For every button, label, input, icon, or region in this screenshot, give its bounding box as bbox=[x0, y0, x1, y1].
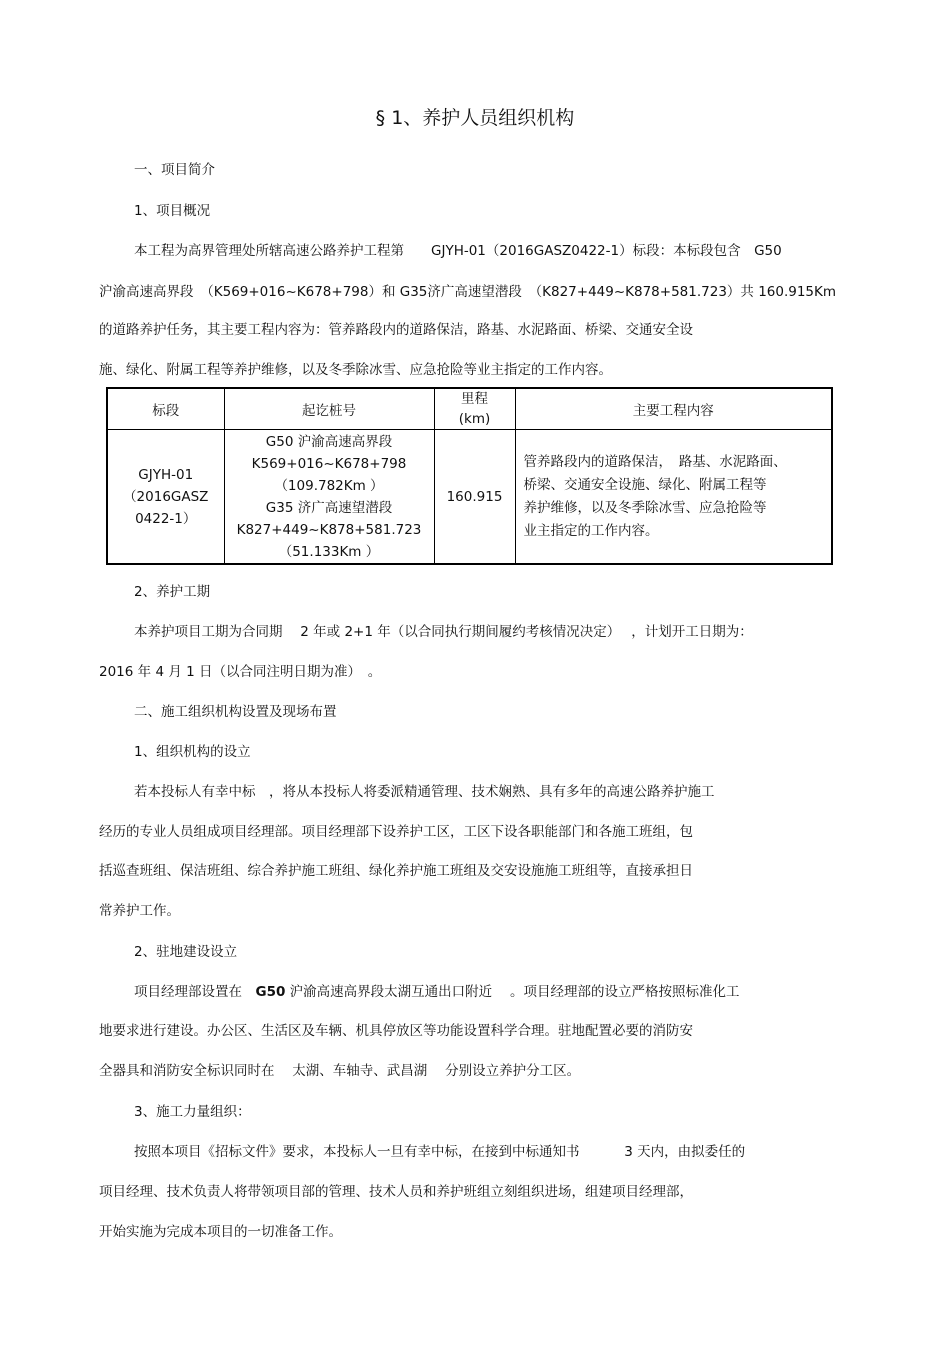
subheading-workforce: 3、施工力量组织： bbox=[134, 1104, 251, 1120]
station-line-3: 全器具和消防安全标识同时在 太湖、车轴寺、武昌湖 分别设立养护分工区。 bbox=[99, 1063, 581, 1079]
cell-stake: G50 沪渝高速高界段 K569+016~K678+798 （109.782Km ） G35 济广高速望潜段 K827+449~K878+581.723 （51.133Km ） bbox=[224, 430, 434, 565]
header-content: 主要工程内容 bbox=[515, 388, 832, 430]
table-row bbox=[107, 430, 832, 565]
cell-content: 管养路段内的道路保洁， 路基、水泥路面、 桥梁、交通安全设施、绿化、附属工程等 养护维修，以及冬季除冰雪、应急抢险等 业主指定的工作内容。 bbox=[515, 430, 832, 565]
header-mileage: 里程 (km) bbox=[434, 388, 515, 430]
period-line-1: 本养护项目工期为合同期 2 年或 2+1 年（以合同执行期间履约考核情况决定） ，计划开工日期为： bbox=[134, 624, 753, 640]
cell-mileage: 160.915 bbox=[434, 430, 515, 565]
subheading-overview: 1、项目概况 bbox=[134, 203, 211, 219]
header-section: 标段 bbox=[107, 388, 224, 430]
header-stake: 起讫桩号 bbox=[224, 388, 434, 430]
workforce-line-3: 开始实施为完成本项目的一切准备工作。 bbox=[99, 1224, 342, 1240]
subheading-station: 2、驻地建设设立 bbox=[134, 944, 238, 960]
overview-line-3: 的道路养护任务，其主要工程内容为：管养路段内的道路保洁，路基、水泥路面、桥梁、交通安全设 bbox=[99, 322, 693, 338]
subheading-organization: 1、组织机构的设立 bbox=[134, 744, 251, 760]
subheading-period: 2、养护工期 bbox=[134, 584, 211, 600]
organization-line-4: 常养护工作。 bbox=[99, 903, 180, 919]
section-heading-1: 一、项目简介 bbox=[134, 162, 215, 178]
organization-line-2: 经历的专业人员组成项目经理部。项目经理部下设养护工区，工区下设各职能部门和各施工班组，包 bbox=[99, 824, 693, 840]
station-line-1: 项目经理部设置在 G50 沪渝高速高界段太湖互通出口附近 。项目经理部的设立严格按照标准化工 bbox=[134, 984, 740, 1000]
page-title: § 1、养护人员组织机构 bbox=[375, 107, 575, 129]
table-header-row bbox=[107, 388, 832, 430]
cell-section: GJYH-01 （2016GASZ 0422-1） bbox=[107, 430, 224, 565]
section-info-table bbox=[106, 387, 833, 565]
workforce-line-1: 按照本项目《招标文件》要求，本投标人一旦有幸中标，在接到中标通知书 3 天内，由拟委任的 bbox=[134, 1144, 746, 1160]
workforce-line-2: 项目经理、技术负责人将带领项目部的管理、技术人员和养护班组立刻组织进场，组建项目经理部， bbox=[99, 1184, 693, 1200]
section-heading-2: 二、施工组织机构设置及现场布置 bbox=[134, 704, 337, 720]
period-line-2: 2016 年 4 月 1 日（以合同注明日期为准） 。 bbox=[99, 664, 382, 680]
organization-line-3: 括巡查班组、保洁班组、综合养护施工班组、绿化养护施工班组及交安设施施工班组等，直接承担日 bbox=[99, 863, 693, 879]
overview-line-2: 沪渝高速高界段 （K569+016~K678+798）和 G35济广高速望潜段 （K827+449~K878+581.723）共 160.915Km bbox=[99, 284, 837, 300]
station-line-2: 地要求进行建设。办公区、生活区及车辆、机具停放区等功能设置科学合理。驻地配置必要的消防安 bbox=[99, 1023, 693, 1039]
overview-line-4: 施、绿化、附属工程等养护维修，以及冬季除冰雪、应急抢险等业主指定的工作内容。 bbox=[99, 362, 612, 378]
organization-line-1: 若本投标人有幸中标 ，将从本投标人将委派精通管理、技术娴熟、具有多年的高速公路养护施工 bbox=[134, 784, 715, 800]
overview-line-1: 本工程为高界管理处所辖高速公路养护工程第 GJYH-01（2016GASZ0422-1）标段：本标段包含 G50 bbox=[134, 243, 782, 259]
